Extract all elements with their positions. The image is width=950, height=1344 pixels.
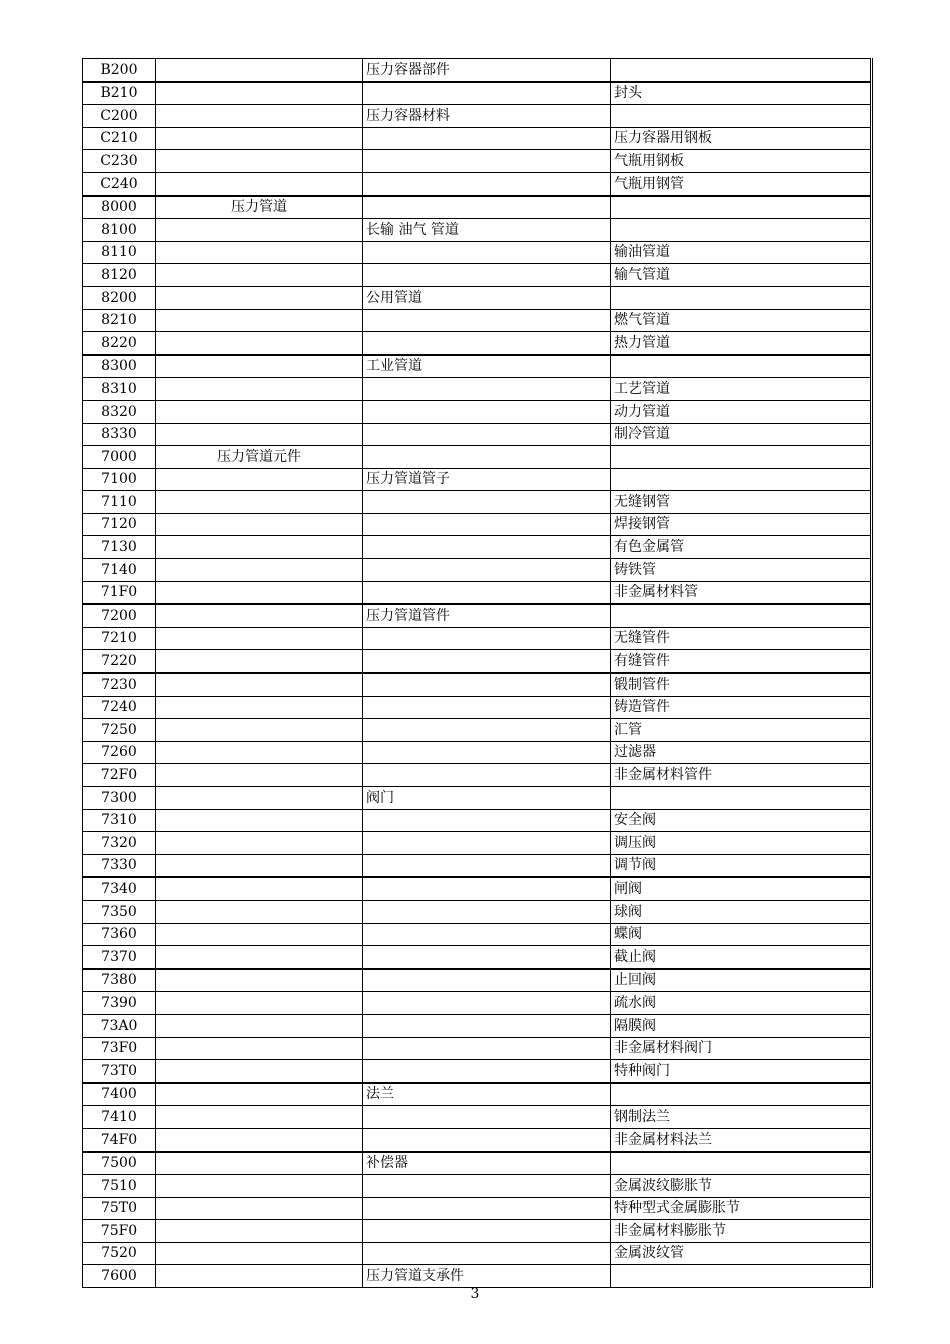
level3-cell — [611, 196, 872, 219]
code-cell: 7100 — [83, 468, 156, 491]
level1-cell — [156, 1220, 363, 1243]
code-cell: 75T0 — [83, 1197, 156, 1220]
level1-cell — [156, 219, 363, 242]
table-row — [83, 172, 872, 195]
code-cell: 8330 — [83, 423, 156, 446]
table-row — [83, 491, 872, 514]
level2-cell: 阀门 — [363, 787, 611, 810]
level3-cell: 有色金属管 — [611, 536, 872, 559]
code-cell: 8300 — [83, 355, 156, 378]
code-cell: 73A0 — [83, 1014, 156, 1037]
level3-cell: 金属波纹管 — [611, 1242, 872, 1265]
table-row — [83, 900, 872, 923]
level3-cell: 锻制管件 — [611, 673, 872, 696]
table-row — [83, 423, 872, 446]
level1-cell — [156, 309, 363, 332]
table-row — [83, 559, 872, 582]
level1-cell — [156, 172, 363, 195]
level1-cell — [156, 264, 363, 287]
table-row — [83, 1197, 872, 1220]
level1-cell — [156, 969, 363, 992]
level2-cell — [363, 264, 611, 287]
level3-cell — [611, 604, 872, 627]
table-row — [83, 82, 872, 105]
level2-cell — [363, 513, 611, 536]
level2-cell — [363, 127, 611, 150]
level2-cell — [363, 559, 611, 582]
table-row — [83, 832, 872, 855]
level3-cell: 安全阀 — [611, 809, 872, 832]
table-row — [83, 286, 872, 309]
table-row — [83, 1014, 872, 1037]
code-cell: 7240 — [83, 696, 156, 719]
table-row — [83, 196, 872, 219]
level3-cell — [611, 355, 872, 378]
level1-cell — [156, 581, 363, 604]
level1-cell — [156, 355, 363, 378]
code-cell: C210 — [83, 127, 156, 150]
level1-cell — [156, 1152, 363, 1175]
level1-cell — [156, 1197, 363, 1220]
table-row — [83, 604, 872, 627]
level3-cell: 热力管道 — [611, 332, 872, 355]
table-row — [83, 696, 872, 719]
level2-cell: 法兰 — [363, 1083, 611, 1106]
level1-cell — [156, 900, 363, 923]
table-row — [83, 809, 872, 832]
level1-cell — [156, 741, 363, 764]
level1-cell — [156, 286, 363, 309]
table-row — [83, 536, 872, 559]
level3-cell — [611, 1152, 872, 1175]
level3-cell: 金属波纹膨胀节 — [611, 1175, 872, 1198]
code-cell: B200 — [83, 59, 156, 82]
level1-cell — [156, 378, 363, 401]
table-row — [83, 400, 872, 423]
table-row — [83, 105, 872, 128]
table-row — [83, 581, 872, 604]
level2-cell — [363, 1128, 611, 1151]
level1-cell — [156, 423, 363, 446]
level2-cell: 补偿器 — [363, 1152, 611, 1175]
level3-cell: 特种型式金属膨胀节 — [611, 1197, 872, 1220]
level3-cell — [611, 1083, 872, 1106]
level1-cell — [156, 1037, 363, 1060]
level1-cell — [156, 627, 363, 650]
level1-cell — [156, 1175, 363, 1198]
level2-cell — [363, 241, 611, 264]
code-cell: 7200 — [83, 604, 156, 627]
code-cell: 7320 — [83, 832, 156, 855]
level3-cell: 无缝管件 — [611, 627, 872, 650]
code-cell: 8320 — [83, 400, 156, 423]
code-cell: 8210 — [83, 309, 156, 332]
level2-cell — [363, 82, 611, 105]
code-cell: 7340 — [83, 877, 156, 900]
level1-cell — [156, 809, 363, 832]
level1-cell — [156, 946, 363, 969]
code-cell: 7110 — [83, 491, 156, 514]
code-cell: 7140 — [83, 559, 156, 582]
level3-cell: 特种阀门 — [611, 1060, 872, 1083]
level1-cell — [156, 1060, 363, 1083]
level1-cell: 压力管道 — [156, 196, 363, 219]
level2-cell: 压力管道管子 — [363, 468, 611, 491]
level3-cell: 非金属材料管件 — [611, 764, 872, 787]
table-row — [83, 241, 872, 264]
table-row — [83, 854, 872, 877]
code-cell: 7390 — [83, 992, 156, 1015]
code-cell: 73F0 — [83, 1037, 156, 1060]
level1-cell — [156, 127, 363, 150]
level3-cell — [611, 219, 872, 242]
level2-cell — [363, 378, 611, 401]
level1-cell — [156, 923, 363, 946]
table-row — [83, 1083, 872, 1106]
table-row — [83, 650, 872, 673]
code-cell: B210 — [83, 82, 156, 105]
table-row — [83, 309, 872, 332]
level3-cell: 隔膜阀 — [611, 1014, 872, 1037]
level3-cell — [611, 468, 872, 491]
level1-cell — [156, 559, 363, 582]
level2-cell — [363, 1106, 611, 1129]
code-cell: 7500 — [83, 1152, 156, 1175]
level2-cell — [363, 423, 611, 446]
level2-cell: 压力管道支承件 — [363, 1265, 611, 1288]
table-row — [83, 1106, 872, 1129]
table-row — [83, 1220, 872, 1243]
level3-cell: 钢制法兰 — [611, 1106, 872, 1129]
level2-cell — [363, 764, 611, 787]
level3-cell: 制冷管道 — [611, 423, 872, 446]
level2-cell: 压力容器部件 — [363, 59, 611, 82]
code-cell: 8110 — [83, 241, 156, 264]
level1-cell — [156, 877, 363, 900]
level2-cell — [363, 309, 611, 332]
table-row — [83, 1037, 872, 1060]
level3-cell: 过滤器 — [611, 741, 872, 764]
table-row — [83, 741, 872, 764]
code-cell: 8220 — [83, 332, 156, 355]
level3-cell: 球阀 — [611, 900, 872, 923]
code-cell: 7520 — [83, 1242, 156, 1265]
table-row — [83, 513, 872, 536]
level2-cell — [363, 719, 611, 742]
level3-cell: 调节阀 — [611, 854, 872, 877]
level1-cell — [156, 787, 363, 810]
level1-cell — [156, 992, 363, 1015]
code-cell: 7380 — [83, 969, 156, 992]
table-row — [83, 150, 872, 173]
code-cell: 8200 — [83, 286, 156, 309]
table-row — [83, 923, 872, 946]
level1-cell — [156, 241, 363, 264]
level1-cell — [156, 1242, 363, 1265]
level3-cell: 闸阀 — [611, 877, 872, 900]
table-row — [83, 1265, 872, 1288]
code-cell: 7360 — [83, 923, 156, 946]
level2-cell — [363, 627, 611, 650]
level2-cell — [363, 877, 611, 900]
code-cell: 73T0 — [83, 1060, 156, 1083]
classification-table — [82, 58, 873, 1288]
table-row — [83, 127, 872, 150]
level2-cell: 长输 油气 管道 — [363, 219, 611, 242]
level1-cell — [156, 673, 363, 696]
level3-cell: 疏水阀 — [611, 992, 872, 1015]
table-row — [83, 378, 872, 401]
level1-cell — [156, 832, 363, 855]
code-cell: 7250 — [83, 719, 156, 742]
level3-cell: 铸造管件 — [611, 696, 872, 719]
code-cell: 8100 — [83, 219, 156, 242]
level1-cell: 压力管道元件 — [156, 446, 363, 469]
table-row — [83, 332, 872, 355]
level1-cell — [156, 105, 363, 128]
level2-cell — [363, 581, 611, 604]
level1-cell — [156, 59, 363, 82]
level2-cell — [363, 1175, 611, 1198]
level2-cell — [363, 1037, 611, 1060]
level1-cell — [156, 854, 363, 877]
level2-cell: 公用管道 — [363, 286, 611, 309]
table-row — [83, 59, 872, 82]
level1-cell — [156, 332, 363, 355]
level2-cell — [363, 854, 611, 877]
table-body — [83, 59, 872, 1288]
level2-cell — [363, 650, 611, 673]
code-cell: 7410 — [83, 1106, 156, 1129]
table-row — [83, 969, 872, 992]
level1-cell — [156, 1128, 363, 1151]
level2-cell — [363, 536, 611, 559]
level3-cell: 非金属材料管 — [611, 581, 872, 604]
level2-cell — [363, 946, 611, 969]
level3-cell: 输油管道 — [611, 241, 872, 264]
level2-cell — [363, 446, 611, 469]
level3-cell: 工艺管道 — [611, 378, 872, 401]
code-cell: 7000 — [83, 446, 156, 469]
code-cell: 7600 — [83, 1265, 156, 1288]
code-cell: 71F0 — [83, 581, 156, 604]
level2-cell — [363, 923, 611, 946]
level1-cell — [156, 513, 363, 536]
table-row — [83, 1175, 872, 1198]
level2-cell — [363, 150, 611, 173]
level3-cell: 压力容器用钢板 — [611, 127, 872, 150]
level3-cell: 气瓶用钢管 — [611, 172, 872, 195]
level1-cell — [156, 536, 363, 559]
level1-cell — [156, 696, 363, 719]
table-row — [83, 468, 872, 491]
level1-cell — [156, 468, 363, 491]
level1-cell — [156, 650, 363, 673]
level2-cell — [363, 1242, 611, 1265]
table-row — [83, 264, 872, 287]
table-row — [83, 1060, 872, 1083]
level2-cell — [363, 900, 611, 923]
level2-cell — [363, 696, 611, 719]
level3-cell: 动力管道 — [611, 400, 872, 423]
code-cell: C230 — [83, 150, 156, 173]
level1-cell — [156, 719, 363, 742]
level3-cell — [611, 446, 872, 469]
level1-cell — [156, 604, 363, 627]
level3-cell: 无缝钢管 — [611, 491, 872, 514]
table-row — [83, 355, 872, 378]
table-row — [83, 627, 872, 650]
level2-cell: 压力容器材料 — [363, 105, 611, 128]
table-row — [83, 992, 872, 1015]
level3-cell: 非金属材料膨胀节 — [611, 1220, 872, 1243]
code-cell: 8000 — [83, 196, 156, 219]
level3-cell: 气瓶用钢板 — [611, 150, 872, 173]
level1-cell — [156, 82, 363, 105]
level3-cell: 焊接钢管 — [611, 513, 872, 536]
table-row — [83, 1128, 872, 1151]
level2-cell — [363, 332, 611, 355]
level1-cell — [156, 1083, 363, 1106]
code-cell: 72F0 — [83, 764, 156, 787]
code-cell: 8120 — [83, 264, 156, 287]
level2-cell — [363, 741, 611, 764]
table-row — [83, 673, 872, 696]
level3-cell — [611, 1265, 872, 1288]
level2-cell — [363, 969, 611, 992]
level1-cell — [156, 1106, 363, 1129]
level3-cell — [611, 286, 872, 309]
level2-cell — [363, 400, 611, 423]
table-row — [83, 219, 872, 242]
level1-cell — [156, 150, 363, 173]
code-cell: 7230 — [83, 673, 156, 696]
level2-cell — [363, 491, 611, 514]
code-cell: 7310 — [83, 809, 156, 832]
level3-cell: 封头 — [611, 82, 872, 105]
table-row — [83, 764, 872, 787]
table-row — [83, 877, 872, 900]
level3-cell — [611, 59, 872, 82]
level2-cell — [363, 832, 611, 855]
level1-cell — [156, 764, 363, 787]
level2-cell — [363, 172, 611, 195]
level3-cell — [611, 787, 872, 810]
level3-cell — [611, 105, 872, 128]
level2-cell — [363, 196, 611, 219]
level3-cell: 铸铁管 — [611, 559, 872, 582]
code-cell: 7370 — [83, 946, 156, 969]
level3-cell: 汇管 — [611, 719, 872, 742]
level1-cell — [156, 1014, 363, 1037]
code-cell: C200 — [83, 105, 156, 128]
code-cell: 8310 — [83, 378, 156, 401]
table-row — [83, 946, 872, 969]
code-cell: 7220 — [83, 650, 156, 673]
level2-cell: 工业管道 — [363, 355, 611, 378]
code-cell: 7510 — [83, 1175, 156, 1198]
code-cell: 7330 — [83, 854, 156, 877]
code-cell: 7120 — [83, 513, 156, 536]
code-cell: C240 — [83, 172, 156, 195]
level3-cell: 燃气管道 — [611, 309, 872, 332]
table-row — [83, 719, 872, 742]
level2-cell — [363, 992, 611, 1015]
level2-cell — [363, 1220, 611, 1243]
level2-cell — [363, 1197, 611, 1220]
code-cell: 7350 — [83, 900, 156, 923]
level3-cell: 蝶阀 — [611, 923, 872, 946]
table-row — [83, 787, 872, 810]
table-row — [83, 1242, 872, 1265]
level2-cell — [363, 1060, 611, 1083]
level1-cell — [156, 1265, 363, 1288]
level2-cell: 压力管道管件 — [363, 604, 611, 627]
level2-cell — [363, 673, 611, 696]
table-row — [83, 446, 872, 469]
code-cell: 7130 — [83, 536, 156, 559]
code-cell: 7260 — [83, 741, 156, 764]
level3-cell: 止回阀 — [611, 969, 872, 992]
table-row — [83, 1152, 872, 1175]
level3-cell: 输气管道 — [611, 264, 872, 287]
level3-cell: 调压阀 — [611, 832, 872, 855]
level3-cell: 截止阀 — [611, 946, 872, 969]
code-cell: 7400 — [83, 1083, 156, 1106]
level3-cell: 有缝管件 — [611, 650, 872, 673]
code-cell: 7300 — [83, 787, 156, 810]
code-cell: 7210 — [83, 627, 156, 650]
code-cell: 75F0 — [83, 1220, 156, 1243]
level2-cell — [363, 1014, 611, 1037]
level2-cell — [363, 809, 611, 832]
page-number: 3 — [470, 1286, 480, 1302]
level3-cell: 非金属材料阀门 — [611, 1037, 872, 1060]
level3-cell: 非金属材料法兰 — [611, 1128, 872, 1151]
level1-cell — [156, 491, 363, 514]
level1-cell — [156, 400, 363, 423]
code-cell: 74F0 — [83, 1128, 156, 1151]
